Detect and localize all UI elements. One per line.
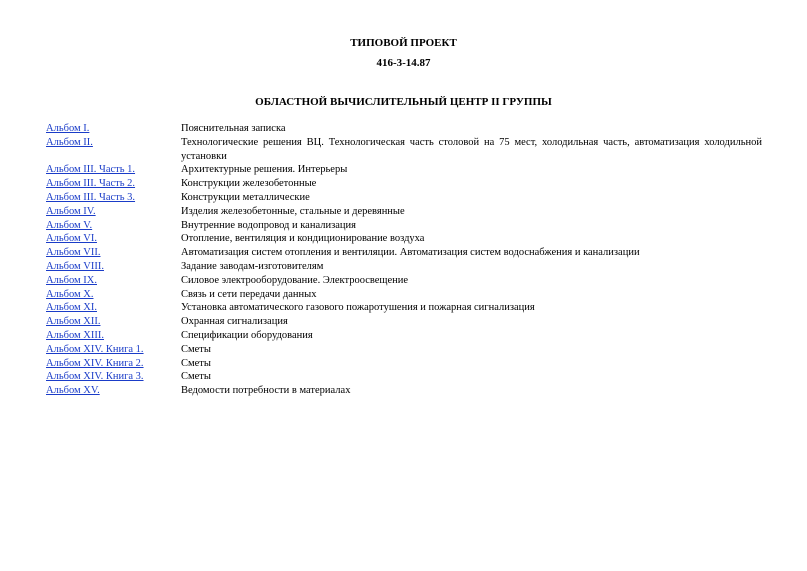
- album-link[interactable]: Альбом VIII.: [46, 260, 104, 272]
- album-description: Установка автоматического газового пожаротушения и пожарная сигнализация: [181, 302, 535, 314]
- album-row: [46, 136, 762, 164]
- album-link[interactable]: Альбом III. Часть 2.: [46, 178, 136, 190]
- album-row: [46, 219, 762, 233]
- album-link[interactable]: Альбом IV.: [46, 205, 96, 217]
- album-link[interactable]: Альбом XV.: [46, 385, 100, 397]
- album-row: [46, 301, 762, 315]
- album-row: [46, 191, 762, 205]
- album-link[interactable]: Альбом XIV. Книга 1.: [46, 343, 144, 355]
- project-subtitle: ОБЛАСТНОЙ ВЫЧИСЛИТЕЛЬНЫЙ ЦЕНТР II ГРУППЫ: [255, 96, 552, 108]
- album-description: Сметы: [181, 357, 211, 369]
- album-description: Внутренние водопровод и канализация: [181, 219, 356, 231]
- album-row: [46, 260, 762, 274]
- album-list: [46, 122, 762, 398]
- album-row: [46, 163, 762, 177]
- album-row: [46, 384, 762, 398]
- album-description: Пояснительная записка: [181, 123, 286, 134]
- album-row: [46, 205, 762, 219]
- album-description: Конструкции металлические: [181, 191, 310, 203]
- album-row: [46, 370, 762, 384]
- album-row: [46, 329, 762, 343]
- album-link[interactable]: Альбом V.: [46, 219, 93, 231]
- album-link[interactable]: Альбом III. Часть 1.: [46, 164, 136, 176]
- album-link[interactable]: Альбом XIII.: [46, 329, 104, 341]
- project-code: 416-3-14.87: [376, 57, 431, 69]
- album-link[interactable]: Альбом X.: [46, 288, 94, 300]
- album-link[interactable]: Альбом VII.: [46, 247, 101, 259]
- album-row: [46, 315, 762, 329]
- album-description: Архитектурные решения. Интерьеры: [181, 164, 348, 176]
- document-title: ТИПОВОЙ ПРОЕКТ: [350, 37, 457, 49]
- album-link[interactable]: Альбом IX.: [46, 274, 97, 286]
- album-description: Связь и сети передачи данных: [181, 288, 317, 300]
- album-row: [46, 246, 762, 260]
- album-link[interactable]: Альбом II.: [46, 136, 93, 148]
- album-description: Отопление, вентиляция и кондиционирование воздуха: [181, 233, 425, 245]
- album-description: Силовое электрооборудование. Электроосвещение: [181, 274, 409, 286]
- album-description: Задание заводам-изготовителям: [181, 260, 324, 272]
- album-description: Технологические решения ВЦ. Технологическая часть столовой на 75 мест, холодильная часть, автоматизация холодильной установки: [181, 136, 762, 162]
- album-description: Сметы: [181, 343, 211, 355]
- album-row: [46, 122, 762, 136]
- album-link[interactable]: Альбом XII.: [46, 316, 101, 328]
- album-row: [46, 177, 762, 191]
- album-link[interactable]: Альбом I.: [46, 123, 90, 134]
- album-description: Конструкции железобетонные: [181, 178, 317, 190]
- album-link[interactable]: Альбом XI.: [46, 302, 97, 314]
- album-description: Охранная сигнализация: [181, 316, 288, 328]
- album-row: [46, 288, 762, 302]
- album-description: Автоматизация систем отопления и вентиляции. Автоматизация систем водоснабжения и канализации: [181, 247, 640, 259]
- album-row: [46, 357, 762, 371]
- album-description: Спецификации оборудования: [181, 329, 313, 341]
- album-row: [46, 232, 762, 246]
- album-row: [46, 343, 762, 357]
- album-description: Ведомости потребности в материалах: [181, 385, 351, 397]
- album-link[interactable]: Альбом XIV. Книга 3.: [46, 371, 144, 383]
- album-description: Сметы: [181, 371, 211, 383]
- album-link[interactable]: Альбом VI.: [46, 233, 97, 245]
- album-row: [46, 274, 762, 288]
- album-link[interactable]: Альбом XIV. Книга 2.: [46, 357, 144, 369]
- album-link[interactable]: Альбом III. Часть 3.: [46, 191, 136, 203]
- album-description: Изделия железобетонные, стальные и деревянные: [181, 205, 405, 217]
